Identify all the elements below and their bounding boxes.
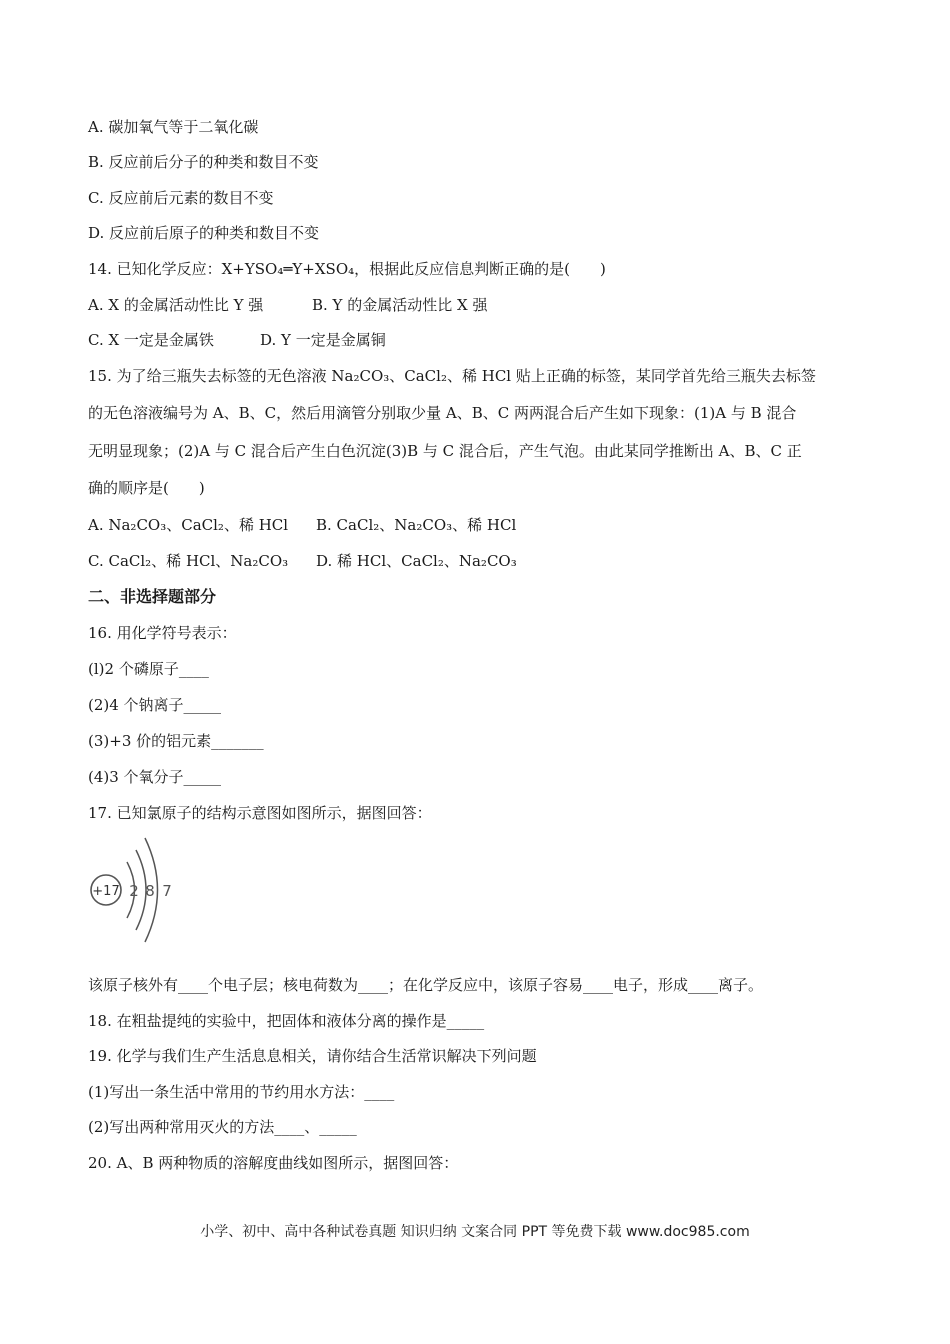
shell-3-electrons: 7 [162, 882, 172, 900]
q14-option-b: B. Y 的金属活动性比 X 强 [312, 296, 488, 314]
q15-stem-line2: 的无色溶液编号为 A、B、C，然后用滴管分别取少量 A、B、C 两两混合后产生如下现象：(1)A 与 B 混合 [88, 404, 797, 422]
q16-stem: 16. 用化学符号表示： [88, 624, 237, 642]
q20-stem: 20. A、B 两种物质的溶解度曲线如图所示，据图回答： [88, 1154, 459, 1172]
q15-option-a: A. Na₂CO₃、CaCl₂、稀 HCl [88, 516, 289, 534]
q14-option-d: D. Y 一定是金属铜 [260, 331, 386, 349]
q16-part1: (l)2 个磷原子____ [88, 660, 209, 678]
q15-options-row2 [88, 551, 517, 571]
q13-option-a: A. 碳加氧气等于二氧化碳 [88, 118, 259, 136]
q15-stem-line3: 无明显现象；(2)A 与 C 混合后产生白色沉淀(3)B 与 C 混合后，产生气泡。由此某同学推断出 A、B、C 正 [88, 442, 802, 460]
q13-option-d: D. 反应前后原子的种类和数目不变 [88, 224, 320, 242]
q14-stem: 14. 已知化学反应：X+YSO₄═Y+XSO₄，根据此反应信息判断正确的是( ) [88, 260, 606, 278]
q15-stem-line1: 15. 为了给三瓶失去标签的无色溶液 Na₂CO₃、CaCl₂、稀 HCl 贴上正确的标签，某同学首先给三瓶失去标签 [88, 367, 816, 385]
nucleus-charge: +17 [92, 884, 120, 899]
q15-options-row1 [88, 515, 516, 535]
q18-stem: 18. 在粗盐提纯的实验中，把固体和液体分离的操作是_____ [88, 1012, 485, 1030]
section-heading: 二、非选择题部分 [88, 587, 217, 606]
q14-options-row1 [88, 295, 487, 315]
q15-option-c: C. CaCl₂、稀 HCl、Na₂CO₃ [88, 552, 289, 570]
q14-option-a: A. X 的金属活动性比 Y 强 [88, 296, 264, 314]
q15-stem-line4: 确的顺序是( ) [88, 479, 205, 497]
q17-stem: 17. 已知氯原子的结构示意图如图所示，据图回答： [88, 804, 432, 822]
q15-option-b: B. CaCl₂、Na₂CO₃、稀 HCl [316, 516, 517, 534]
q16-part4: (4)3 个氧分子_____ [88, 768, 222, 786]
q16-part2: (2)4 个钠离子_____ [88, 696, 222, 714]
q13-option-b: B. 反应前后分子的种类和数目不变 [88, 153, 319, 171]
q15-option-d: D. 稀 HCl、CaCl₂、Na₂CO₃ [316, 552, 517, 570]
q13-option-c: C. 反应前后元素的数目不变 [88, 189, 274, 207]
q14-options-row2 [88, 330, 386, 350]
shell-2-electrons: 8 [145, 882, 155, 900]
q17-question-text: 该原子核外有____个电子层；核电荷数为____；在化学反应中，该原子容易____电子，形成____离子。 [88, 976, 764, 994]
q19-part2: (2)写出两种常用灭火的方法____、_____ [88, 1118, 357, 1136]
q14-option-c: C. X 一定是金属铁 [88, 331, 214, 349]
page-footer: 小学、初中、高中各种试卷真题 知识归纳 文案合同 PPT 等免费下载 www.doc985.com [200, 1224, 750, 1240]
q19-part1: (1)写出一条生活中常用的节约用水方法：____ [88, 1083, 395, 1101]
q16-part3: (3)+3 价的铝元素_______ [88, 732, 264, 750]
chlorine-atom-diagram [84, 832, 184, 948]
shell-1-electrons: 2 [129, 882, 139, 900]
q19-stem: 19. 化学与我们生产生活息息相关，请你结合生活常识解决下列问题 [88, 1047, 537, 1065]
